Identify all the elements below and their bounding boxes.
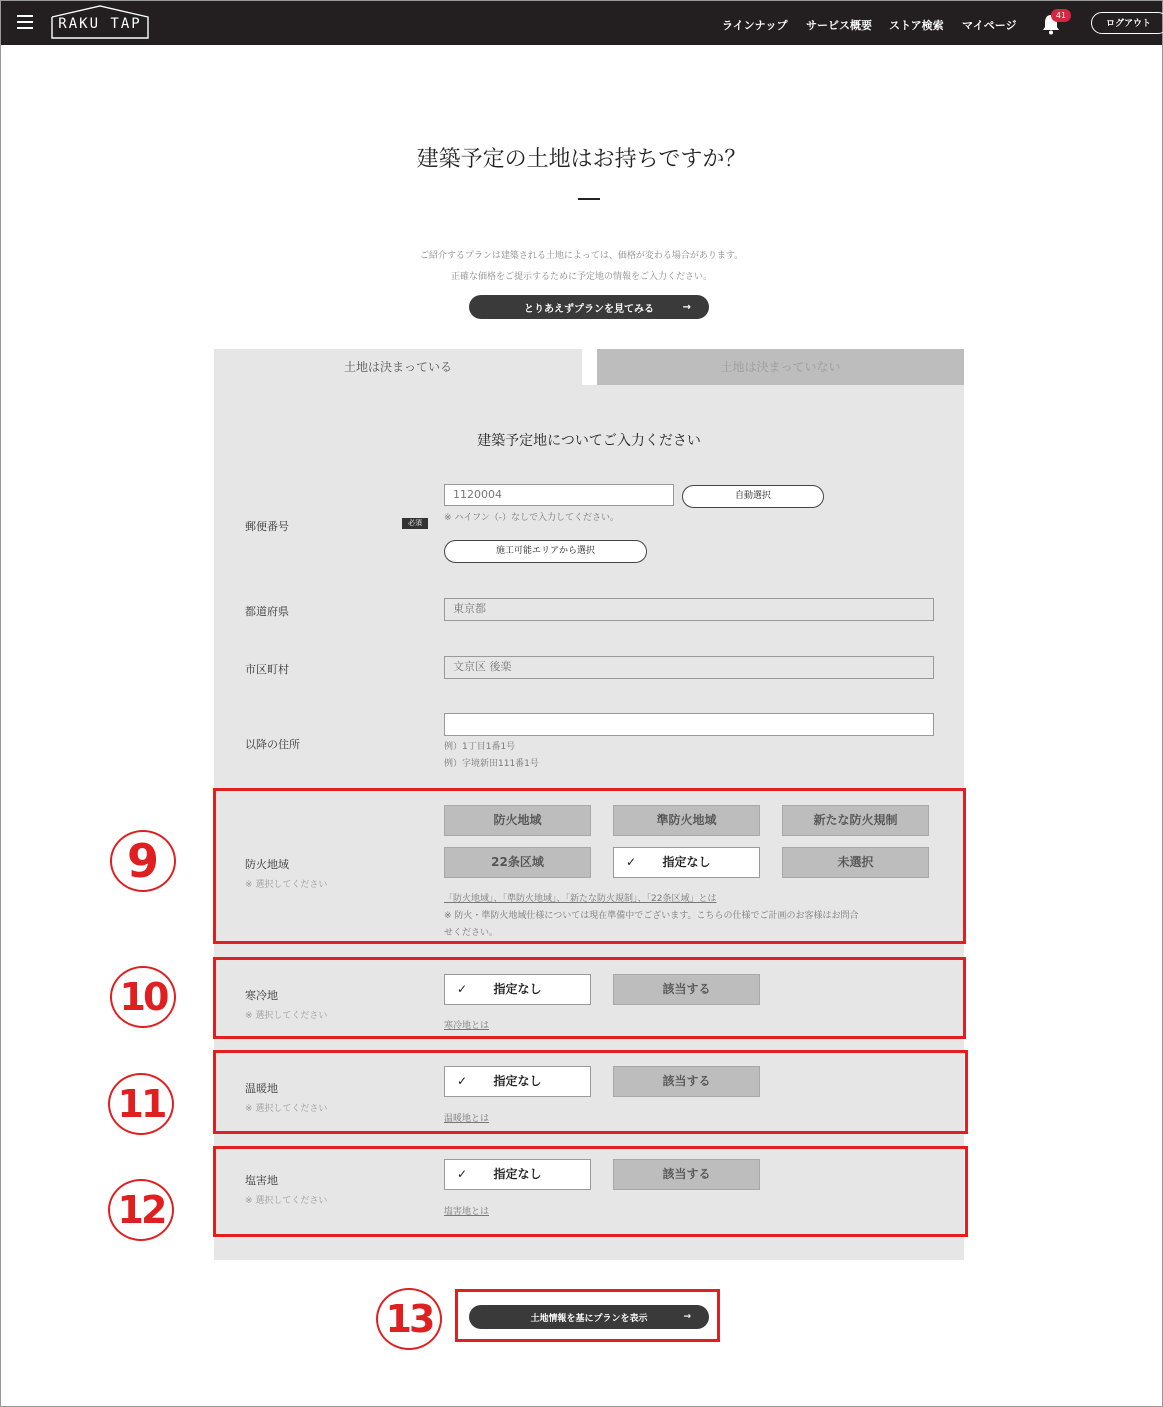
title-divider [578,198,600,200]
postal-hint: ※ ハイフン（-）なしで入力してください。 [444,513,620,523]
highlight-box-cold-area [213,957,966,1039]
warm-area-sub: ※ 選択してください [245,1104,328,1114]
salt-option-none-label: 指定なし [493,1167,542,1181]
annotation-number-9: 9 [110,830,176,892]
warm-option-yes[interactable]: 該当する [613,1066,760,1097]
annotation-number-13: 13 [376,1288,442,1350]
annotation-number-11: 11 [108,1073,174,1135]
show-plan-label: 土地情報を基にプランを表示 [530,1313,648,1324]
fire-option-article22[interactable]: 22条区域 [444,847,591,878]
lead-text-1: ご紹介するプランは建築される土地によっては、価格が変わる場合があります。 [419,251,744,261]
tab-land-undecided[interactable]: 土地は決まっていない [597,349,964,385]
preview-plan-button[interactable] [469,295,709,319]
logo[interactable] [51,5,149,39]
address-example-2: 例）字境新田111番1号 [444,759,539,769]
highlight-box-submit [455,1289,720,1342]
salt-option-yes[interactable]: 該当する [613,1159,760,1190]
cold-option-none-label: 指定なし [493,982,542,996]
check-icon: ✓ [457,1074,468,1088]
warm-area-info-link[interactable]: 温暖地とは [444,1114,490,1124]
auto-select-button[interactable]: 自動選択 [682,485,824,508]
preview-plan-label: とりあえずプランを見てみる [524,303,654,315]
nav-lineup[interactable]: ラインナップ [722,19,788,32]
cold-area-label: 寒冷地 [245,989,278,1002]
highlight-box-fire-zone [213,788,966,944]
required-badge: 必須 [402,518,428,529]
fire-option-semi-fire-zone[interactable]: 準防火地域 [613,805,760,836]
check-icon: ✓ [626,855,637,869]
form-title: 建築予定地についてご入力ください [477,433,701,449]
fire-zone-note-2: せください。 [444,928,499,938]
cold-area-sub: ※ 選択してください [245,1011,328,1021]
lead-text-2: 正確な価格をご提示するために予定地の情報をご入力ください。 [450,272,712,282]
cold-option-yes[interactable]: 該当する [613,974,760,1005]
salt-area-info-link[interactable]: 塩害地とは [444,1207,490,1217]
city-field[interactable]: 文京区 後楽 [444,656,934,679]
salt-area-sub: ※ 選択してください [245,1196,328,1206]
fire-zone-note-1: ※ 防火・準防火地域仕様については現在準備中でございます。こちらの仕様でご計画のお客様はお問合 [444,911,859,921]
postal-input[interactable]: 1120004 [444,484,674,506]
warm-option-none-label: 指定なし [493,1074,542,1088]
menu-icon[interactable] [17,15,33,29]
fire-option-new-regulation[interactable]: 新たな防火規制 [782,805,929,836]
tab-land-decided[interactable]: 土地は決まっている [214,349,582,385]
fire-option-none-label: 指定なし [662,855,711,869]
logout-button[interactable]: ログアウト [1091,12,1163,34]
fire-option-fire-zone[interactable]: 防火地域 [444,805,591,836]
page-title: 建築予定の土地はお持ちですか？ [416,147,747,172]
address-label: 以降の住所 [245,738,300,751]
nav-service[interactable]: サービス概要 [806,19,872,32]
salt-area-label: 塩害地 [245,1174,278,1187]
highlight-box-warm-area [213,1050,968,1134]
annotation-number-10: 10 [110,966,176,1028]
postal-label: 郵便番号 [245,520,289,533]
arrow-right-icon: → [682,301,691,313]
highlight-box-salt-area [213,1146,968,1237]
logo-text: RAKU TAP [58,16,142,32]
prefecture-field[interactable]: 東京都 [444,598,934,621]
check-icon: ✓ [457,982,468,996]
fire-zone-sub: ※ 選択してください [245,880,328,890]
prefecture-label: 都道府県 [245,605,289,618]
annotation-number-12: 12 [108,1179,174,1241]
address-input[interactable] [444,713,934,736]
fire-zone-label: 防火地域 [245,858,289,871]
address-example-1: 例）1丁目1番1号 [444,742,516,752]
warm-area-label: 温暖地 [245,1082,278,1095]
arrow-right-icon: → [683,1312,691,1322]
top-navigation-bar [1,1,1162,45]
check-icon: ✓ [457,1167,468,1181]
fire-zone-info-link[interactable]: 「防火地域」、「準防火地域」、「新たな防火規制」、「22条区域」とは [444,894,717,904]
area-select-button[interactable]: 施工可能エリアから選択 [444,540,647,563]
notification-badge: 41 [1051,9,1071,22]
nav-store-search[interactable]: ストア検索 [889,19,944,32]
city-label: 市区町村 [245,663,289,676]
fire-option-unselected[interactable]: 未選択 [782,847,929,878]
cold-area-info-link[interactable]: 寒冷地とは [444,1021,490,1031]
nav-mypage[interactable]: マイページ [962,19,1017,32]
